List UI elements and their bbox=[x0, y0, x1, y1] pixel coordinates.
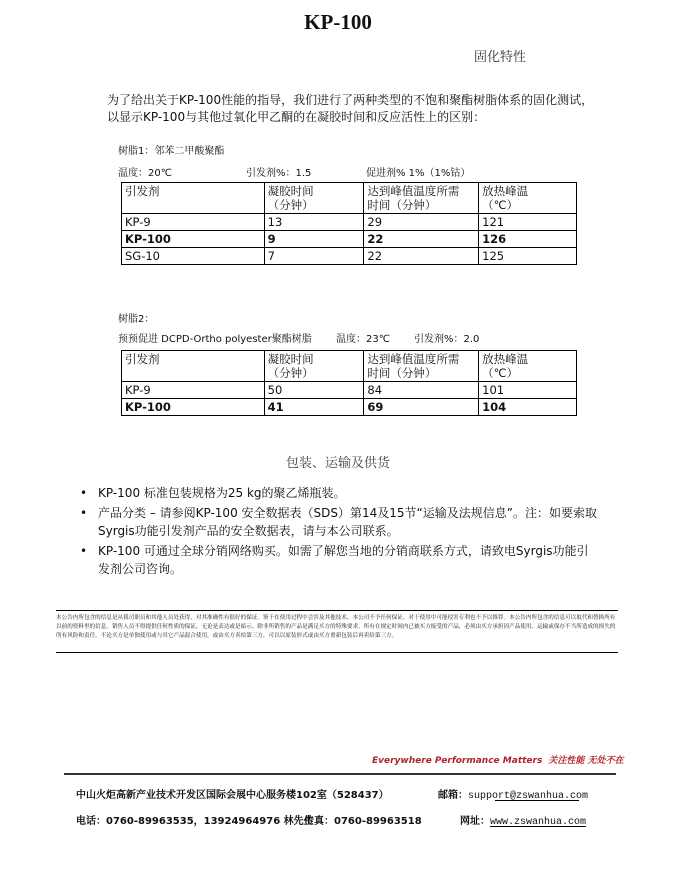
cell-peak-exotherm: 121 bbox=[479, 214, 577, 231]
cell-initiator: KP-9 bbox=[122, 214, 265, 231]
email-label: 邮箱： bbox=[438, 790, 468, 801]
document-title: KP-100 bbox=[304, 10, 372, 34]
header-initiator: 引发剂 bbox=[122, 183, 265, 214]
cell-peak-time: 84 bbox=[364, 382, 479, 399]
cell-gel-time: 50 bbox=[264, 382, 364, 399]
slogan-english: Everywhere Performance Matters bbox=[372, 756, 543, 766]
section-title-packaging: 包装、运输及供货 bbox=[285, 456, 390, 471]
email-underline bbox=[495, 800, 579, 801]
table-header-row bbox=[122, 183, 577, 214]
header-peak-exotherm: 放热峰温 （℃） bbox=[479, 351, 577, 382]
disclaimer-bottom-divider bbox=[56, 652, 618, 653]
disclaimer-text: 本公告内所包含的信息是从我司职员和其他人员处获得，对其准确性有很好的保证。鉴于在使用过程中会涉及其他技术，本公司不予任何保证。对于使用中可能侵害专利也不予以推荐。本公告内所包含的信息可以取代和替换所有以前的资料里的信息。销售人员不得提供任何性质的保证，无论是表达或是暗示。除非所销售的产品是满足买方的特殊要求。所有在规定时间内已被买方接受的产品，必须由买方承担因产品使用、运输或保存不当所造成的损失的所有风险和责任。不论买方是单独使用或与其它产品混合使用，或由买方卖给第三方，可以以原装形式或由买方重新包装后再卖给第三方。 bbox=[56, 615, 616, 639]
cell-peak-exotherm: 126 bbox=[479, 231, 577, 248]
website-underline bbox=[490, 826, 586, 827]
header-initiator: 引发剂 bbox=[122, 351, 265, 382]
resin2-initiator: 引发剂%：2.0 bbox=[414, 334, 480, 345]
cell-initiator: SG-10 bbox=[122, 248, 265, 265]
resin1-initiator: 引发剂%：1.5 bbox=[246, 168, 312, 179]
list-item: • 产品分类 – 请参阅KP-100 安全数据表（SDS）第14及15节“运输及法规信息”。注：如要索取Syrgis功能引发剂产品的安全数据表，请与本公司联系。 bbox=[80, 506, 597, 538]
section-title-curing: 固化特性 bbox=[474, 50, 527, 65]
header-peak-time: 达到峰值温度所需 时间（分钟） bbox=[364, 351, 479, 382]
resin2-results-table bbox=[121, 350, 577, 416]
website-link[interactable]: www.zswanhua.com bbox=[490, 817, 587, 828]
cell-gel-time: 9 bbox=[264, 231, 364, 248]
cell-peak-time: 22 bbox=[364, 231, 479, 248]
cell-peak-time: 69 bbox=[364, 399, 479, 416]
intro-paragraph bbox=[107, 92, 607, 126]
cell-initiator: KP-100 bbox=[122, 399, 265, 416]
cell-peak-exotherm: 101 bbox=[479, 382, 577, 399]
resin1-results-table bbox=[121, 182, 577, 265]
header-peak-time: 达到峰值温度所需 时间（分钟） bbox=[364, 183, 479, 214]
list-item: • KP-100 可通过全球分销网络购买。如需了解您当地的分销商联系方式，请致电Syrgis功能引发剂公司咨询。 bbox=[80, 544, 589, 576]
bullet-icon: • bbox=[80, 506, 88, 520]
resin2-temp: 温度：23℃ bbox=[336, 334, 390, 345]
cell-peak-time: 22 bbox=[364, 248, 479, 265]
intro-line-1: 为了给出关于KP-100性能的指导，我们进行了两种类型的不饱和聚酯树脂体系的固化测试， bbox=[107, 93, 594, 107]
footer-address: 中山火炬高新产业技术开发区国际会展中心服务楼102室（528437） bbox=[76, 790, 389, 801]
website-label: 网址： bbox=[460, 816, 490, 827]
resin2-label: 树脂2： bbox=[118, 314, 155, 325]
resin1-temp: 温度：20℃ bbox=[118, 168, 172, 179]
table-header-row bbox=[122, 351, 577, 382]
slogan-chinese: 关注性能 无处不在 bbox=[548, 756, 624, 766]
resin1-label: 树脂1：邻苯二甲酸聚酯 bbox=[118, 146, 225, 157]
list-item: • KP-100 标准包装规格为25 kg的聚乙烯瓶装。 bbox=[80, 486, 346, 500]
resin1-accelerator: 促进剂% 1%（1%钴） bbox=[366, 168, 471, 179]
cell-gel-time: 13 bbox=[264, 214, 364, 231]
cell-gel-time: 41 bbox=[264, 399, 364, 416]
cell-initiator: KP-100 bbox=[122, 231, 265, 248]
company-slogan bbox=[372, 753, 623, 766]
disclaimer-top-divider bbox=[56, 610, 618, 611]
footer-phone: 电话：0760-89963535，13924964976 林先生 bbox=[76, 816, 314, 827]
bullet-icon: • bbox=[80, 486, 88, 500]
table-row bbox=[122, 231, 577, 248]
table-row bbox=[122, 382, 577, 399]
cell-gel-time: 7 bbox=[264, 248, 364, 265]
cell-peak-exotherm: 104 bbox=[479, 399, 577, 416]
header-gel-time: 凝胶时间 （分钟） bbox=[264, 183, 364, 214]
bullet-icon: • bbox=[80, 544, 88, 558]
table-row bbox=[122, 214, 577, 231]
cell-initiator: KP-9 bbox=[122, 382, 265, 399]
table-row bbox=[122, 248, 577, 265]
packaging-bullet-list bbox=[80, 484, 600, 578]
footer-fax: 传真：0760-89963518 bbox=[304, 816, 422, 827]
table-row bbox=[122, 399, 577, 416]
resin2-description: 预预促进 DCPD-Ortho polyester聚酯树脂 bbox=[118, 334, 312, 345]
header-gel-time: 凝胶时间 （分钟） bbox=[264, 351, 364, 382]
cell-peak-time: 29 bbox=[364, 214, 479, 231]
cell-peak-exotherm: 125 bbox=[479, 248, 577, 265]
intro-line-2: 以显示KP-100与其他过氧化甲乙酮的在凝胶时间和反应活性上的区别： bbox=[107, 110, 486, 124]
email-link[interactable]: support@zswanhua.com bbox=[468, 791, 589, 802]
header-peak-exotherm: 放热峰温 （℃） bbox=[479, 183, 577, 214]
footer-divider bbox=[64, 773, 616, 775]
